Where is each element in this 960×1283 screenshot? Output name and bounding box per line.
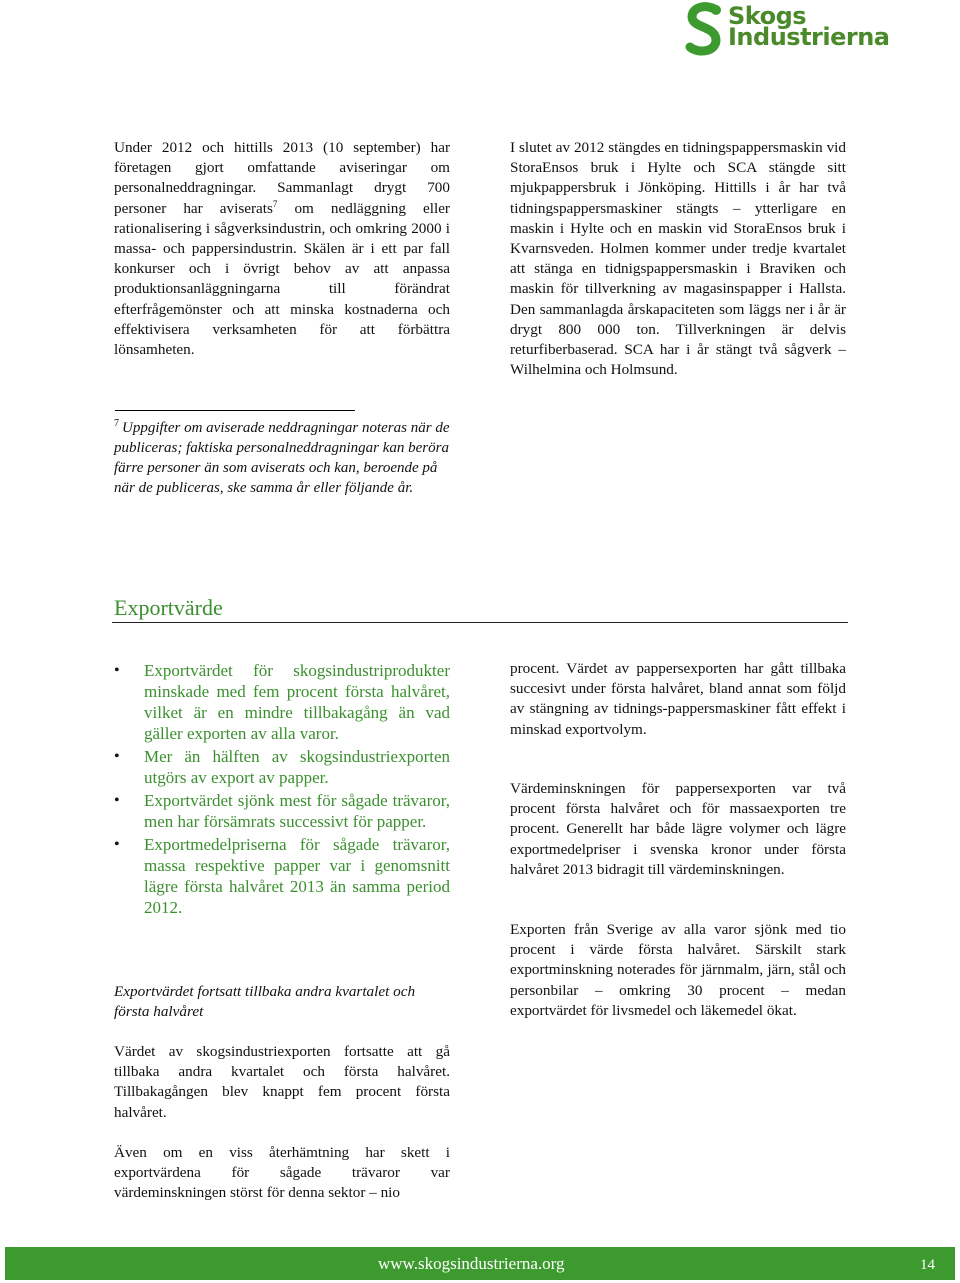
page-number: 14 bbox=[920, 1257, 935, 1273]
company-logo bbox=[680, 0, 890, 62]
footnote-reference[interactable]: 7 bbox=[272, 198, 278, 209]
logo-wordmark bbox=[728, 2, 890, 51]
footnote-number: 7 bbox=[114, 418, 119, 429]
logo-line-1: Skogs bbox=[728, 2, 807, 30]
body-left-paragraph: Även om en viss återhämtning har skett i exportvärdena för sågade trävaror var värdeminskningen störst för denna sektor – nio bbox=[114, 1144, 450, 1202]
intro-left-paragraph bbox=[114, 138, 450, 360]
body-right-column bbox=[510, 659, 846, 740]
intro-left-text-b: om nedläggning eller rationalisering i sågverksindustrin, och omkring 2000 i massa- och pappersindustrin. Skälen är i ett par fall konkurser och i övrigt behov av att anpassa produktionsanläggningarna till förändrat efterfrågemönster och att minska kostnaderna och effektivisera verksamheten för att förbättra lönsamheten. bbox=[114, 199, 450, 359]
body-right-column-3 bbox=[510, 920, 846, 1021]
intro-right-paragraph: I slutet av 2012 stängdes en tidningspappersmaskin vid StoraEnsos bruk i Hylte och SCA stängde sitt mjukpappersbruk i Jönköping. Hittills i år har två tidningspappersmaskiner stängts – ytterligare en maskin i Hylte och en maskin vid StoraEnsos bruk i Kvarnsveden. Holmen kommer under tredje kvartalet att stänga en tidnigspappersmaskin i Braviken och maskin för tillverkning av magasinspapper i Hallsta. Den sammanlagda årskapaciteten som läggs ner i år är drygt 800 000 ton. Tillverkningen är delvis returfiberbaserad. SCA har i år stängt två sågverk – Wilhelmina och Holmsund. bbox=[510, 139, 846, 379]
section-divider bbox=[112, 622, 848, 623]
body-right-paragraph: Exporten från Sverige av alla varor sjönk med tio procent i värde första halvåret. Särskilt stark exportminskning noterades för järnmalm, järn, stål och personbilar – omkring 30 procent – medan exportvärdet för livsmedel och läkemedel ökat. bbox=[510, 921, 846, 1019]
body-right-paragraph: procent. Värdet av pappersexporten har gått tillbaka succesivt under första halvåret, bland annat som följd av stängning av tidnings-pappersmaskiner fått effekt i minskad exportvolym. bbox=[510, 660, 846, 738]
summary-bullet: • Exportmedelpriserna för sågade trävaror, massa respektive papper var i genomsnitt lägre första halvåret 2013 än samma period 2012. bbox=[114, 834, 450, 918]
body-left-column-2 bbox=[114, 1143, 450, 1204]
body-left-paragraph: Värdet av skogsindustriexporten fortsatte att gå tillbaka andra kvartalet och första halvåret. Tillbakagången blev knappt fem procent första halvåret. bbox=[114, 1043, 450, 1121]
footnote-divider bbox=[115, 410, 355, 411]
body-left-column bbox=[114, 1042, 450, 1123]
intro-left-column bbox=[114, 138, 450, 360]
footer-website-link[interactable]: www.skogsindustrierna.org bbox=[378, 1254, 565, 1273]
logo-s-icon bbox=[682, 2, 726, 58]
body-right-paragraph: Värdeminskningen för pappersexporten var två procent första halvåret och för massaexporten tre procent. Generellt har både lägre volymer och lägre exportmedelpriser i svenska kronor under första halvåret 2013 bidragit till värdeminskningen. bbox=[510, 780, 846, 878]
footnote-text: Uppgifter om aviserade neddragningar noteras när de publiceras; faktiska personalneddragningar kan beröra färre personer än som aviserats och kan, beroende på när de publiceras, ske samma år eller följande år. bbox=[114, 420, 450, 496]
footnote bbox=[114, 418, 450, 498]
logo-line-2: Industrierna bbox=[728, 23, 890, 51]
subheading: Exportvärdet fortsatt tillbaka andra kvartalet och första halvåret bbox=[114, 983, 416, 1021]
footer-bar bbox=[5, 1247, 955, 1280]
summary-bullet-list bbox=[114, 660, 450, 920]
intro-left-text-a: Under 2012 och hittills 2013 (10 september) har företagen gjort omfattande aviseringar om personalneddragningar. Sammanlagt drygt 700 personer har aviserats bbox=[114, 139, 450, 217]
body-right-column-2 bbox=[510, 779, 846, 880]
summary-bullet: • Exportvärdet för skogsindustriprodukter minskade med fem procent första halvåret, vilket är en mindre tillbakagång än vad gäller exporten av alla varor. bbox=[114, 660, 450, 744]
summary-bullet: • Exportvärdet sjönk mest för sågade trävaror, men har försämrats successivt för papper. bbox=[114, 790, 450, 832]
section-title: Exportvärde bbox=[114, 595, 223, 620]
intro-right-column bbox=[510, 138, 846, 380]
summary-bullet: • Mer än hälften av skogsindustriexporten utgörs av export av papper. bbox=[114, 746, 450, 788]
